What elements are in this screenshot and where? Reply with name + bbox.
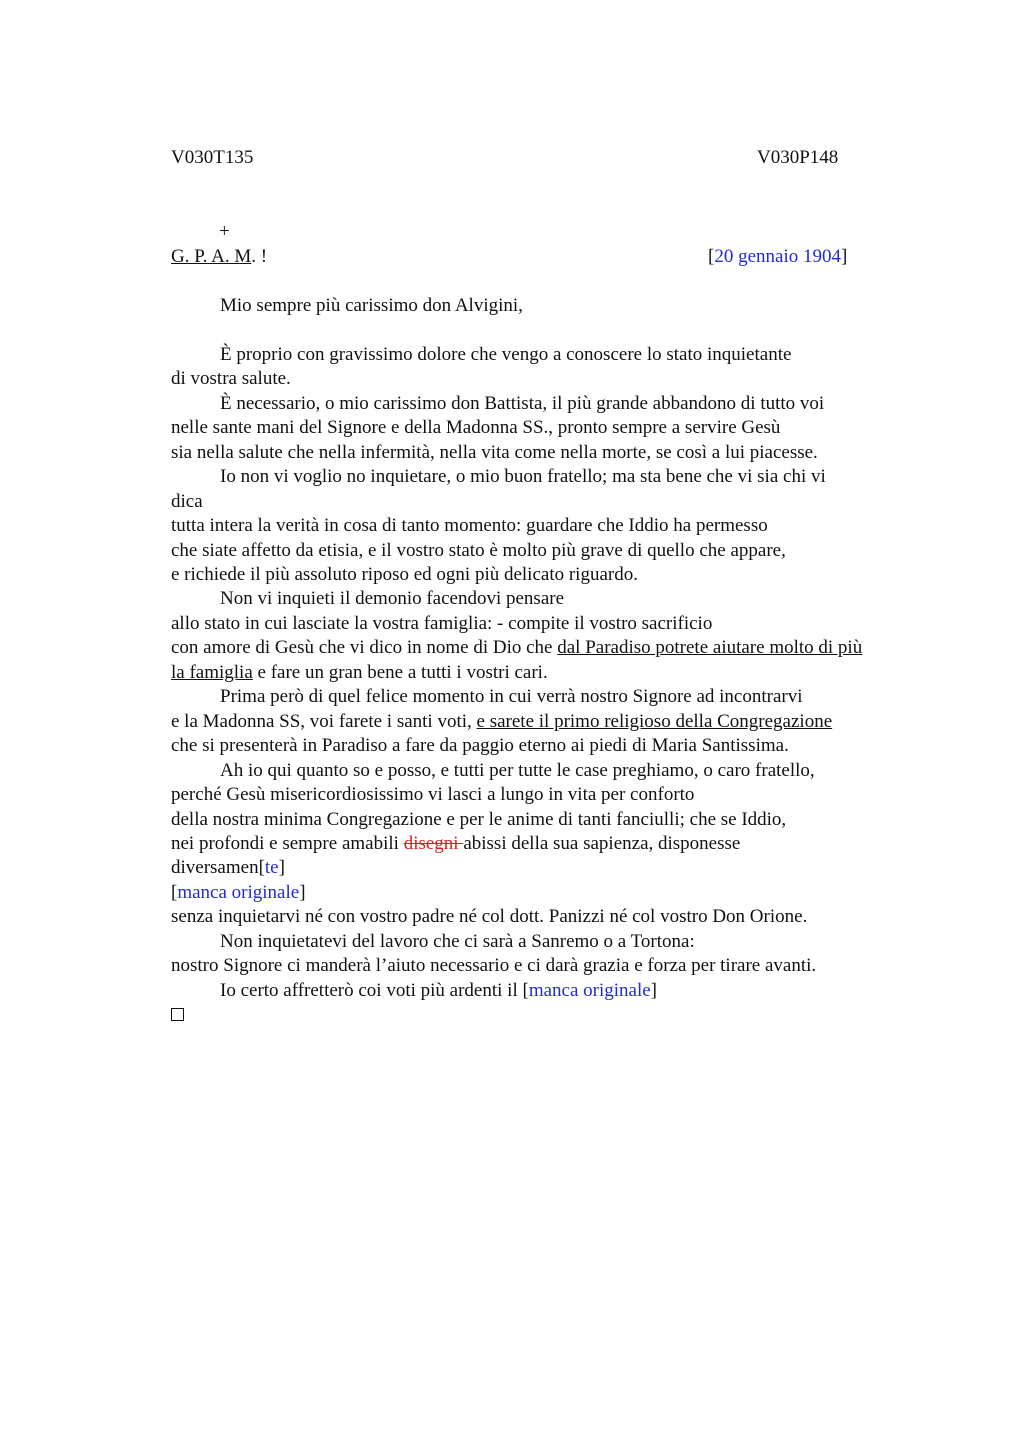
text-line: che si presenterà in Paradiso a fare da paggio eterno ai piedi di Maria Santissima. [171, 735, 789, 756]
text-line [171, 979, 657, 1003]
gpam-underlined: G. P. A. M [171, 246, 252, 267]
end-box-mark [171, 1004, 184, 1028]
text-line: Prima però di quel felice momento in cui verrà nostro Signore ad incontrarvi [220, 686, 803, 707]
text-line: dica [171, 491, 203, 512]
bracket-open: [ [258, 857, 265, 878]
text-line: della nostra minima Congregazione e per le anime di tanti fanciulli; che se Iddio, [171, 809, 787, 830]
text-line: È proprio con gravissimo dolore che vengo a conoscere lo stato inquietante [220, 344, 792, 365]
gpam-heading [171, 245, 267, 269]
text-line [171, 661, 548, 685]
text-span: e la Madonna SS, voi farete i santi voti, [171, 711, 477, 732]
underlined-phrase: e sarete il primo religioso della Congregazione [476, 711, 833, 732]
text-line: È necessario, o mio carissimo don Battista, il più grande abbandono di tutto voi [220, 393, 825, 414]
bracket-open: [ [171, 882, 178, 903]
text-line: Non inquietatevi del lavoro che ci sarà a Sanremo o a Tortona: [220, 931, 695, 952]
text-line: nostro Signore ci manderà l’aiuto necessario e ci darà grazia e forza per tirare avanti. [171, 955, 817, 976]
text-line [171, 856, 285, 880]
text-span: diversamen [171, 857, 259, 878]
volume-code-right: V030P148 [757, 147, 839, 168]
date-bracket-close: ] [840, 246, 848, 267]
text-line: senza inquietarvi né con vostro padre né col dott. Panizzi né col vostro Don Orione. [171, 906, 808, 927]
text-line: tutta intera la verità in cosa di tanto momento: guardare che Iddio ha permesso [171, 515, 768, 536]
text-span: e fare un gran bene a tutti i vostri cari. [252, 662, 548, 683]
date-text: 20 gennaio 1904 [714, 246, 841, 267]
editorial-insertion: te [264, 857, 279, 878]
editorial-note: manca originale [177, 882, 300, 903]
date-bracket-open: [ [708, 246, 715, 267]
text-line: Non vi inquieti il demonio facendovi pensare [220, 588, 565, 609]
text-line: e richiede il più assoluto riposo ed ogni più delicato riguardo. [171, 564, 638, 585]
bracket-close: ] [278, 857, 285, 878]
bracket-open: [ [522, 980, 529, 1001]
gpam-rest: . ! [251, 246, 268, 267]
editorial-note: manca originale [528, 980, 651, 1001]
text-span: nei profondi e sempre amabili [171, 833, 404, 854]
text-line [171, 636, 862, 660]
text-span: con amore di Gesù che vi dico in nome di Dio che [171, 637, 558, 658]
text-line: sia nella salute che nella infermità, nella vita come nella morte, se così a lui piacesse. [171, 442, 818, 463]
volume-code-left: V030T135 [171, 147, 254, 168]
salutation: Mio sempre più carissimo don Alvigini, [220, 295, 523, 316]
bracket-close: ] [299, 882, 306, 903]
text-span: Io certo affretterò coi voti più ardenti il [220, 980, 523, 1001]
underlined-phrase: la famiglia [171, 662, 253, 683]
cross-mark: + [219, 221, 230, 242]
text-line: di vostra salute. [171, 368, 291, 389]
text-line: allo stato in cui lasciate la vostra famiglia: - compite il vostro sacrificio [171, 613, 713, 634]
text-line [171, 832, 740, 856]
text-line: perché Gesù misericordiosissimo vi lasci a lungo in vita per conforto [171, 784, 695, 805]
text-line: Ah io qui quanto so e posso, e tutti per tutte le case preghiamo, o caro fratello, [220, 760, 815, 781]
text-line [171, 710, 832, 734]
text-line: Io non vi voglio no inquietare, o mio buon fratello; ma sta bene che vi sia chi vi [220, 466, 826, 487]
text-line [171, 881, 306, 905]
text-span: abissi della sua sapienza, disponesse [463, 833, 741, 854]
bracket-close: ] [650, 980, 657, 1001]
square-icon [171, 1008, 184, 1021]
text-line: nelle sante mani del Signore e della Madonna SS., pronto sempre a servire Gesù [171, 417, 781, 438]
text-line: che siate affetto da etisia, e il vostro stato è molto più grave di quello che appare, [171, 540, 786, 561]
letter-date [708, 245, 847, 269]
deleted-word: disegni [403, 833, 464, 854]
underlined-phrase: dal Paradiso potrete aiutare molto di più [557, 637, 863, 658]
